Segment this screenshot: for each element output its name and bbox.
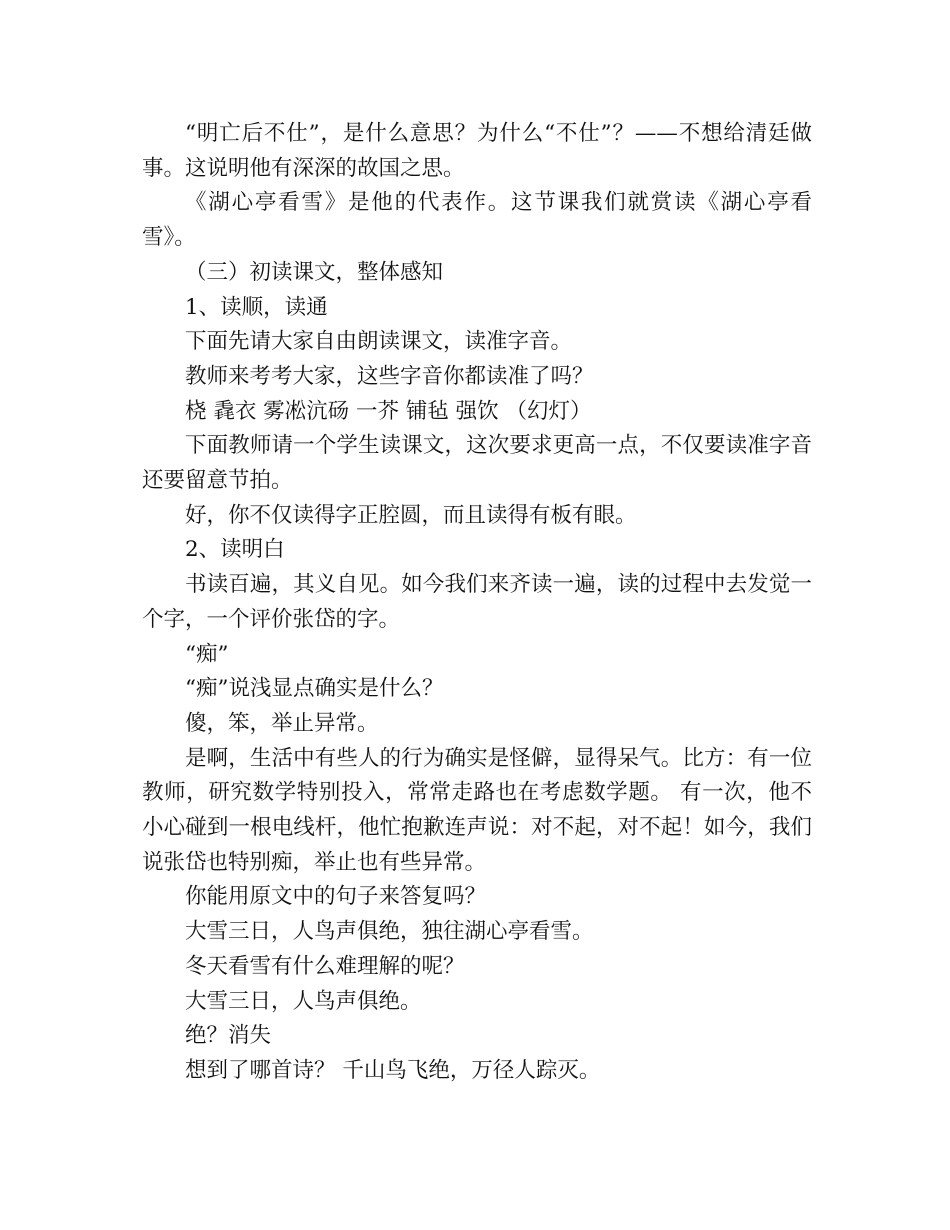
paragraph: 好，你不仅读得字正腔圆，而且读得有板有眼。 [185, 502, 637, 528]
section-heading: （三）初读课文，整体感知 [185, 259, 444, 285]
paragraph: 傻，笨，举止异常。 [185, 710, 379, 736]
subsection-heading: 2、读明白 [185, 537, 285, 563]
paragraph: 《湖心亭看雪》是他的代表作。这节课我们就赏读《湖心亭看雪》。 [142, 190, 812, 251]
paragraph: 你能用原文中的句子来答复吗？ [185, 884, 487, 910]
paragraph: “痴” [185, 641, 229, 667]
paragraph: 是啊，生活中有些人的行为确实是怪僻，显得呆气。比方：有一位教师，研究数学特别投入，常常走路也在考虑数学题。 有一次，他不小心碰到一根电线杆，他忙抱歉连声说：对不起，对不起！如今，我们说张岱也特别痴，举止也有些异常。 [142, 745, 812, 875]
paragraph: 书读百遍，其义自见。如今我们来齐读一遍，读的过程中去发觉一个字，一个评价张岱的字。 [142, 572, 812, 632]
paragraph: 大雪三日，人鸟声俱绝。 [185, 988, 422, 1014]
document-body [142, 117, 812, 1089]
paragraph: 想到了哪首诗？ 千山鸟飞绝，万径人踪灭。 [185, 1057, 601, 1083]
paragraph: 大雪三日，人鸟声俱绝，独往湖心亭看雪。 [185, 919, 594, 945]
paragraph: “痴”说浅显点确实是什么？ [185, 676, 444, 702]
paragraph: 冬天看雪有什么难理解的呢？ [185, 953, 465, 979]
subsection-heading: 1、读顺，读通 [185, 294, 328, 320]
vocabulary-list: 桡 毳衣 雾凇沆砀 一芥 铺毡 强饮 （幻灯） [185, 398, 592, 424]
paragraph: “明亡后不仕”，是什么意思？为什么“不仕”？——不想给清廷做事。这说明他有深深的故国之思。 [142, 121, 812, 181]
paragraph: 下面先请大家自由朗读课文，读准字音。 [185, 329, 573, 355]
paragraph: 绝？消失 [185, 1023, 272, 1049]
paragraph: 教师来考考大家，这些字音你都读准了吗？ [185, 363, 594, 389]
paragraph: 下面教师请一个学生读课文，这次要求更高一点，不仅要读准字音还要留意节拍。 [142, 433, 812, 494]
